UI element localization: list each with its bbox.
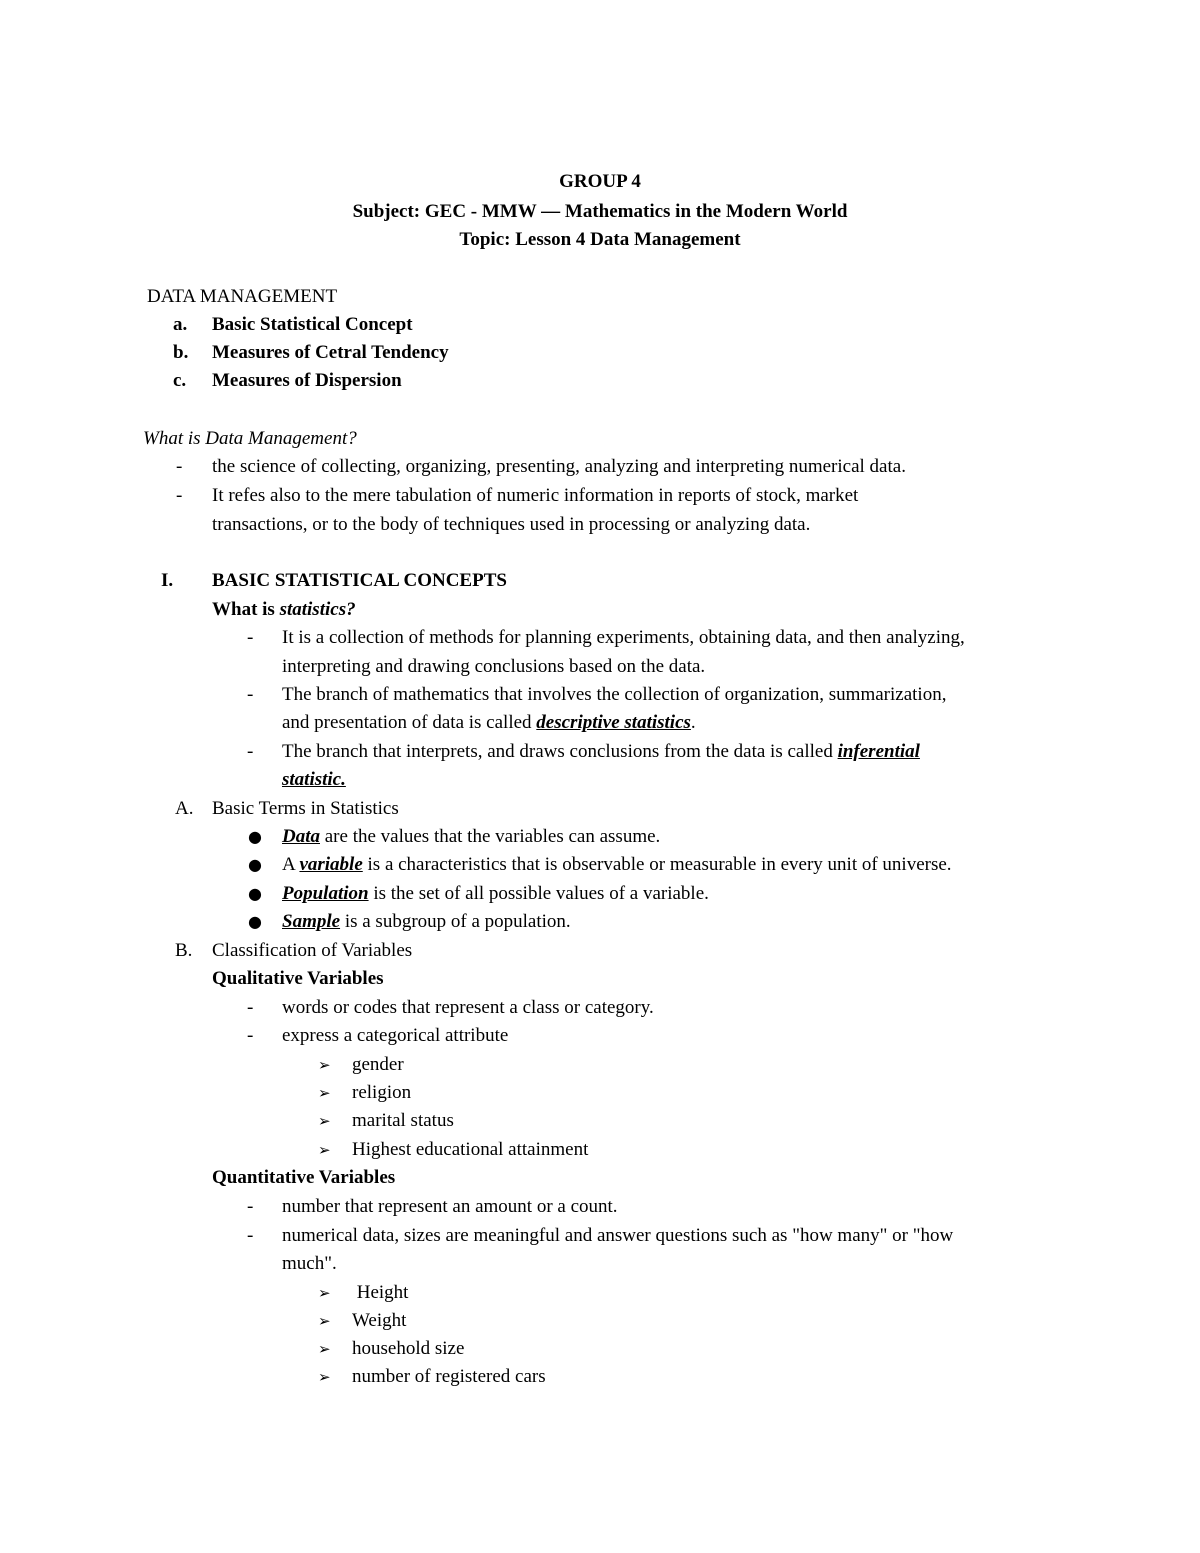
arrow-bullet-icon: ➢ — [318, 1340, 331, 1358]
population-term: Population — [282, 883, 369, 904]
quantitative-title: Quantitative Variables — [212, 1167, 396, 1188]
dash-bullet: - — [176, 456, 183, 477]
dash-bullet: - — [247, 627, 254, 648]
line-text: A — [282, 854, 300, 875]
section-numeral: I. — [161, 570, 174, 591]
topic-line: Topic: Lesson 4 Data Management — [459, 229, 741, 250]
statistics-point: The branch of mathematics that involves the collection of organization, summarization, — [282, 684, 947, 705]
list-marker: A. — [175, 798, 194, 819]
subject-line: Subject: GEC - MMW — Mathematics in the Modern World — [352, 201, 848, 222]
classification-title: Classification of Variables — [212, 940, 413, 961]
arrow-bullet-icon: ➢ — [318, 1112, 331, 1130]
dash-bullet: - — [247, 684, 254, 705]
dash-bullet: - — [247, 741, 254, 762]
qualitative-point: express a categorical attribute — [282, 1025, 509, 1046]
statistic-term: statistic. — [282, 769, 346, 790]
term-population — [282, 882, 709, 906]
section-title: BASIC STATISTICAL CONCEPTS — [212, 570, 507, 591]
group-heading: GROUP 4 — [559, 171, 641, 192]
statistics-point: It is a collection of methods for planning experiments, obtaining data, and then analyzing, — [282, 627, 965, 648]
arrow-bullet-icon: ➢ — [318, 1284, 331, 1302]
arrow-bullet-icon: ➢ — [318, 1141, 331, 1159]
quantitative-point-continued: much". — [282, 1253, 337, 1274]
descriptive-line — [282, 711, 696, 735]
dash-bullet: - — [247, 1196, 254, 1217]
line-text: is a subgroup of a population. — [340, 911, 571, 932]
arrow-bullet-icon: ➢ — [318, 1056, 331, 1074]
qualitative-title: Qualitative Variables — [212, 968, 384, 989]
dot-bullet-icon: ● — [248, 855, 262, 874]
data-term: Data — [282, 826, 320, 847]
term-variable — [282, 853, 952, 877]
outline-marker: a. — [173, 314, 188, 335]
dash-bullet: - — [247, 1225, 254, 1246]
dash-bullet: - — [176, 485, 183, 506]
descriptive-statistics-term: descriptive statistics — [536, 712, 691, 733]
line-text: and presentation of data is called — [282, 712, 537, 733]
outline-item: Measures of Cetral Tendency — [212, 342, 449, 363]
line-text: The branch that interprets, and draws conclusions from the data is called — [282, 741, 838, 762]
question-prefix: What is — [212, 599, 280, 620]
term-sample — [282, 910, 571, 934]
dm-point-continued: transactions, or to the body of techniques used in processing or analyzing data. — [212, 514, 811, 535]
question-term: statistics? — [279, 599, 356, 620]
quantitative-example: Height — [352, 1282, 409, 1303]
qualitative-example: religion — [352, 1082, 412, 1103]
outline-item: Basic Statistical Concept — [212, 314, 413, 335]
inferential-term: inferential — [837, 741, 920, 762]
line-text: is the set of all possible values of a variable. — [368, 883, 709, 904]
dot-bullet-icon: ● — [248, 912, 262, 931]
quantitative-point: numerical data, sizes are meaningful and answer questions such as "how many" or "how — [282, 1225, 954, 1246]
quantitative-example: number of registered cars — [352, 1366, 546, 1387]
outline-marker: b. — [173, 342, 189, 363]
qualitative-point: words or codes that represent a class or category. — [282, 997, 654, 1018]
outline-item: Measures of Dispersion — [212, 370, 402, 391]
statistics-point-continued: interpreting and drawing conclusions based on the data. — [282, 656, 706, 677]
dm-point: the science of collecting, organizing, presenting, analyzing and interpreting numerical data. — [212, 456, 906, 477]
dot-bullet-icon: ● — [248, 827, 262, 846]
dash-bullet: - — [247, 997, 254, 1018]
inferential-line — [282, 740, 920, 764]
sample-term: Sample — [282, 911, 341, 932]
outline-title: DATA MANAGEMENT — [147, 286, 338, 307]
quantitative-example: Weight — [352, 1310, 407, 1331]
variable-term: variable — [299, 854, 363, 875]
dm-point: It refes also to the mere tabulation of numeric information in reports of stock, market — [212, 485, 859, 506]
arrow-bullet-icon: ➢ — [318, 1084, 331, 1102]
dm-question: What is Data Management? — [143, 428, 357, 449]
line-text: is a characteristics that is observable or measurable in every unit of universe. — [362, 854, 952, 875]
quantitative-example: household size — [352, 1338, 465, 1359]
basic-terms-title: Basic Terms in Statistics — [212, 798, 399, 819]
arrow-bullet-icon: ➢ — [318, 1368, 331, 1386]
quantitative-point: number that represent an amount or a count. — [282, 1196, 618, 1217]
outline-marker: c. — [173, 370, 187, 391]
dot-bullet-icon: ● — [248, 884, 262, 903]
qualitative-example: marital status — [352, 1110, 454, 1131]
arrow-bullet-icon: ➢ — [318, 1312, 331, 1330]
list-marker: B. — [175, 940, 193, 961]
statistics-question — [212, 598, 356, 622]
qualitative-example: gender — [352, 1054, 404, 1075]
term-data — [282, 825, 660, 849]
line-text: are the values that the variables can assume. — [320, 826, 661, 847]
qualitative-example: Highest educational attainment — [352, 1139, 589, 1160]
line-text: . — [690, 712, 696, 733]
dash-bullet: - — [247, 1025, 254, 1046]
